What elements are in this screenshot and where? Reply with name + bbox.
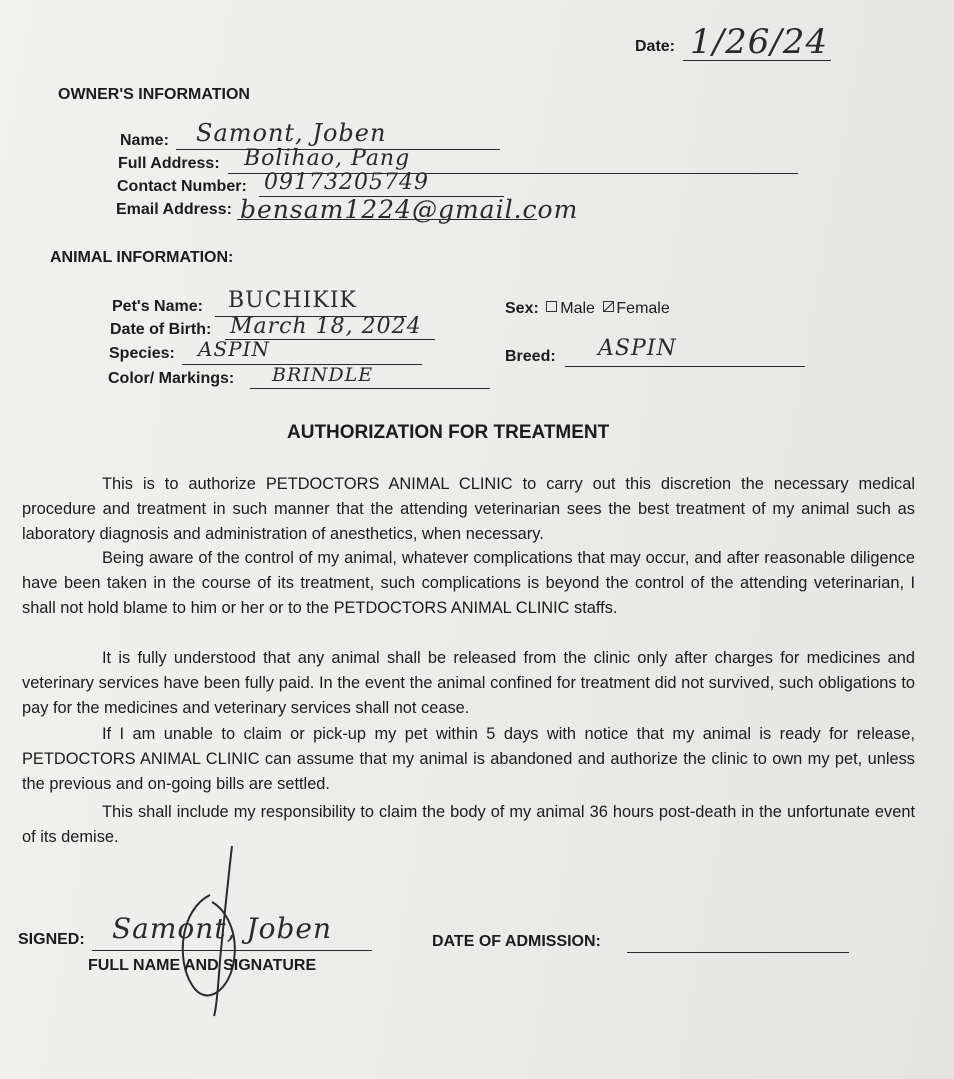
pet-name-label: Pet's Name: — [112, 298, 203, 315]
admission-label: DATE OF ADMISSION: — [432, 933, 601, 950]
color-value: BRINDLE — [272, 364, 374, 386]
pet-name-value: BUCHIKIK — [228, 288, 357, 313]
signature-caption: FULL NAME AND SIGNATURE — [88, 957, 317, 974]
species-value: ASPIN — [198, 337, 271, 361]
male-checkbox[interactable] — [546, 301, 557, 312]
species-label: Species: — [109, 345, 175, 362]
signature-value: Samont, Joben — [112, 912, 332, 945]
paragraph-text: This shall include my responsibility to claim the body of my animal 36 hours post-death in the unfortunate event of its demise. — [22, 803, 915, 846]
paragraph-complications — [22, 546, 915, 621]
signed-label: SIGNED: — [18, 931, 85, 948]
paragraph-text: It is fully understood that any animal shall be released from the clinic only after charges for medicines and veterinary services have been fully paid. In the event the animal confined for treatment did not survived, such obligations to pay for the medicines and veterinary services shall not cease. — [22, 649, 915, 717]
male-label: Male — [560, 300, 595, 317]
sex-label: Sex: — [505, 300, 539, 317]
paragraph-text: Being aware of the control of my animal, whatever complications that may occur, and after reasonable diligence have been taken in the course of its treatment, such complications is beyond the control of the attending veterinarian, I shall not hold blame to him or her or to the PETDOCTORS ANIMAL CLINIC staffs. — [22, 549, 915, 617]
owner-section-title: OWNER'S INFORMATION — [58, 86, 250, 103]
checkmark-icon — [603, 301, 614, 312]
paragraph-charges — [22, 646, 915, 721]
address-value: Bolihao, Pang — [244, 146, 411, 171]
paragraph-abandonment — [22, 722, 915, 797]
paragraph-text: This is to authorize PETDOCTORS ANIMAL CLINIC to carry out this discretion the necessary medical procedure and treatment in such manner that the attending veterinarian sees the best treatment of my animal such as laboratory diagnosis and administration of anesthetics, when necessary. — [22, 475, 915, 543]
animal-section-title: ANIMAL INFORMATION: — [50, 249, 234, 266]
name-value: Samont, Joben — [196, 119, 387, 147]
paragraph-post-death — [22, 800, 915, 850]
breed-label: Breed: — [505, 348, 556, 365]
color-label: Color/ Markings: — [108, 370, 235, 387]
paragraph-text: If I am unable to claim or pick-up my pet within 5 days with notice that my animal is ready for release, PETDOCTORS ANIMAL CLINIC can assume that my animal is abandoned and authorize the clinic to own my pet, unless the previous and on-going bills are settled. — [22, 725, 915, 793]
address-label: Full Address: — [118, 155, 220, 172]
paragraph-authorize — [22, 472, 915, 547]
dob-value: March 18, 2024 — [230, 314, 422, 339]
email-label: Email Address: — [116, 201, 232, 218]
breed-line — [565, 366, 805, 367]
color-line — [250, 388, 490, 389]
female-checkbox[interactable] — [603, 301, 614, 312]
name-label: Name: — [120, 132, 169, 149]
sex-field — [505, 300, 670, 318]
date-label: Date: — [635, 38, 676, 55]
authorization-title: AUTHORIZATION FOR TREATMENT — [287, 422, 610, 443]
contact-label: Contact Number: — [117, 178, 247, 195]
admission-line — [627, 952, 849, 953]
date-value: 1/26/24 — [690, 22, 829, 62]
contact-value: 09173205749 — [264, 170, 429, 195]
signature-scribble — [170, 840, 260, 1020]
female-label: Female — [616, 300, 670, 317]
email-value: bensam1224@gmail.com — [240, 195, 579, 224]
breed-value: ASPIN — [598, 336, 677, 361]
dob-label: Date of Birth: — [110, 321, 212, 338]
